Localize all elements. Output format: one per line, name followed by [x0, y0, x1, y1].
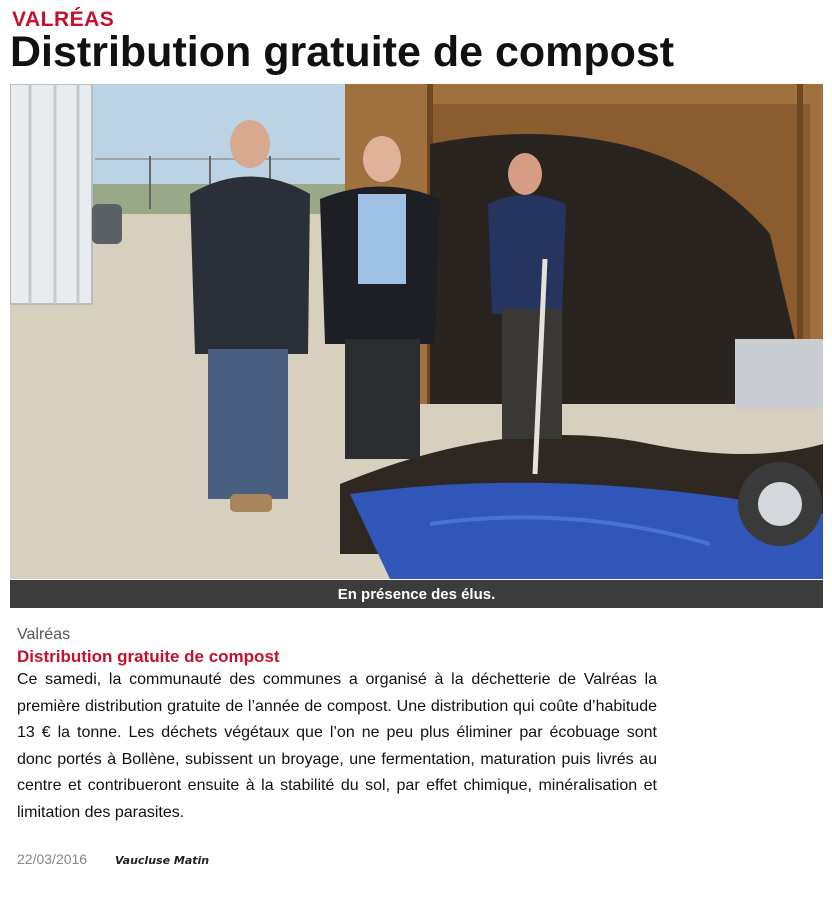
photo-caption: En présence des élus.	[10, 580, 823, 608]
section-kicker: VALRÉAS	[12, 8, 115, 31]
publication-date: 22/03/2016	[17, 851, 88, 867]
article-subtitle: Distribution gratuite de compost	[17, 647, 280, 666]
article-section: Valréas	[17, 626, 71, 643]
source-name: Vaucluse Matin	[115, 854, 210, 867]
article-photo	[10, 84, 823, 579]
article-body: Ce samedi, la communauté des communes a organisé à la déchetterie de Valréas la première distribution gratuite de l’année de compost. Une distribution qui coûte d’habitude 13 € la tonne. Les déchets végétaux que l’on ne peu plus éliminer par écobuage sont donc portés à Bollène, subissent un broyage, une fermentation, maturation puis livrés au centre et contribueront ensuite à la stabilité du sol, par effet chimique, minéralisation et limitation des parasites.	[17, 671, 657, 821]
page-title: Distribution gratuite de compost	[10, 28, 675, 76]
